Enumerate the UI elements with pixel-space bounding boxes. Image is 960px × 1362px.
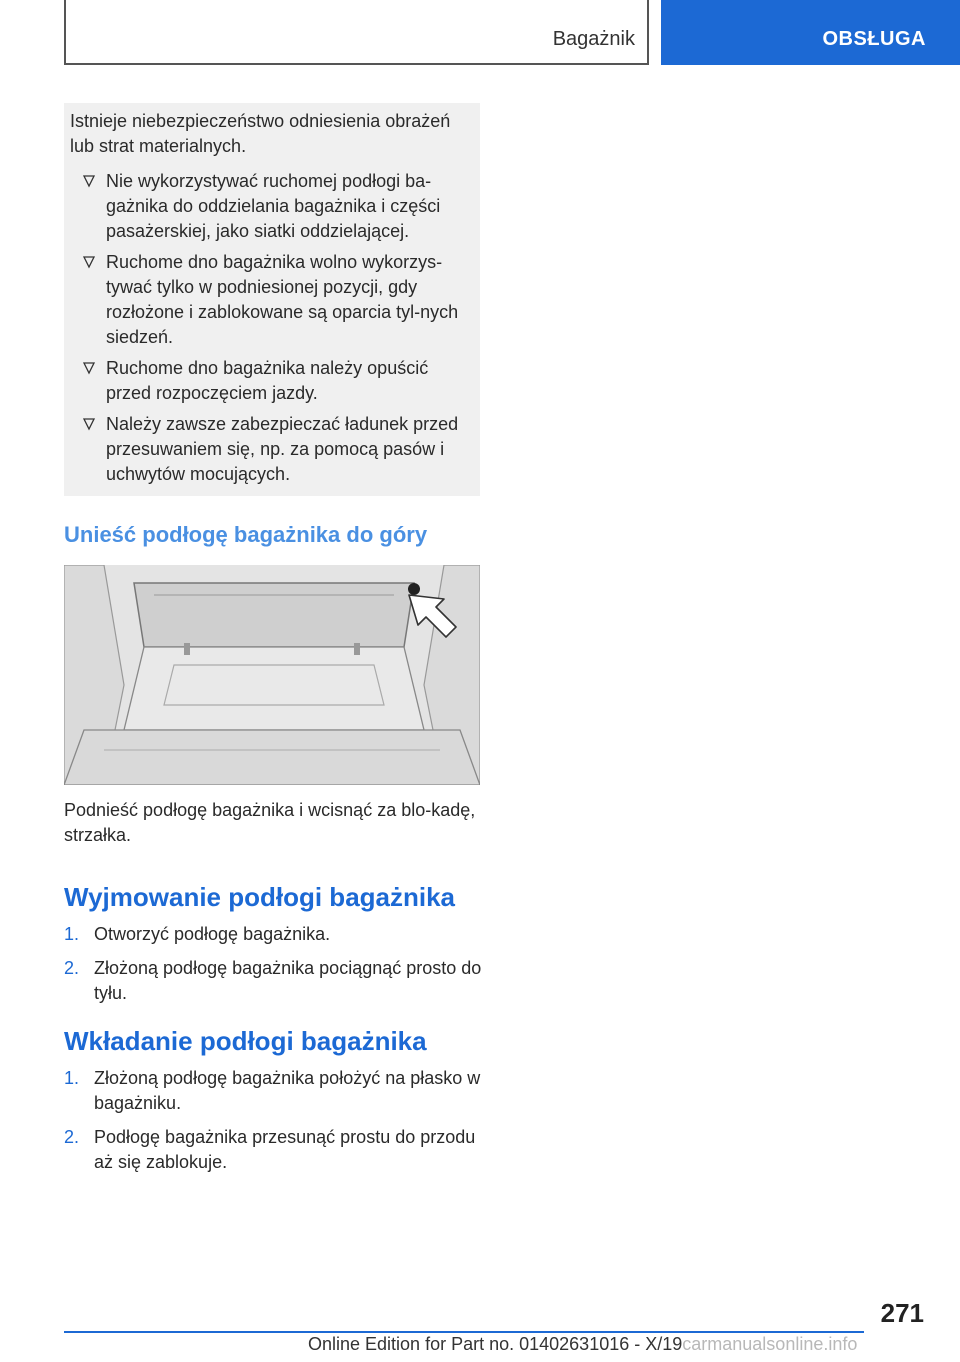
heading-insert-floor: Wkładanie podłogi bagażnika <box>64 1026 427 1056</box>
trunk-illustration <box>64 565 480 785</box>
list-item <box>64 1066 484 1116</box>
header-section-tab <box>661 0 960 65</box>
warning-item: Ruchome dno bagażnika należy opuścić przed rozpoczęciem jazdy. <box>70 356 472 406</box>
warning-item: Nie wykorzystywać ruchomej podłogi ba-gażnika do oddzielania bagażnika i części pasażerskiej, jako siatki oddzielającej. <box>70 169 472 244</box>
bullet-triangle-icon <box>82 417 96 431</box>
step-text: Złożoną podłogę bagażnika położyć na płasko w bagażniku. <box>94 1068 481 1113</box>
insert-floor-steps <box>64 1066 484 1184</box>
list-item <box>64 956 484 1006</box>
list-item <box>64 1125 484 1175</box>
step-number: 2. <box>64 958 80 978</box>
section-title: OBSŁUGA <box>822 28 926 50</box>
warning-box <box>64 103 480 496</box>
chapter-title: Bagażnik <box>552 28 635 50</box>
header-chapter-box <box>64 0 649 65</box>
heading-remove-floor: Wyjmowanie podłogi bagażnika <box>64 882 456 912</box>
warning-list <box>70 169 472 487</box>
watermark-text: carmanualsonline.info <box>682 1334 858 1354</box>
step-number: 1. <box>64 1068 80 1088</box>
step-text: Złożoną podłogę bagażnika pociągnąć prosto do tyłu. <box>94 958 482 1003</box>
step-text: Otworzyć podłogę bagażnika. <box>94 924 331 944</box>
bullet-triangle-icon <box>82 255 96 269</box>
trunk-floor-image <box>64 565 480 785</box>
footer-divider <box>64 1331 864 1333</box>
step-number: 2. <box>64 1127 80 1147</box>
list-item <box>64 922 484 947</box>
step-text: Podłogę bagażnika przesunąć prostu do przodu aż się zablokuje. <box>94 1127 476 1172</box>
edition-text: Online Edition for Part no. 01402631016 - X/19 <box>308 1334 683 1354</box>
raise-floor-caption: Podnieść podłogę bagażnika i wcisnąć za blo-kadę, strzałka. <box>64 800 476 845</box>
remove-floor-steps <box>64 922 484 1015</box>
warning-item: Należy zawsze zabezpieczać ładunek przed przesuwaniem się, np. za pomocą pasów i uchwytów mocujących. <box>70 412 472 487</box>
warning-item: Ruchome dno bagażnika wolno wykorzys-tywać tylko w podniesionej pozycji, gdy rozłożone i zablokowane są oparcia tyl-nych siedzeń. <box>70 250 472 350</box>
step-number: 1. <box>64 924 80 944</box>
page-number: 271 <box>880 1298 924 1328</box>
bullet-triangle-icon <box>82 174 96 188</box>
warning-intro: Istnieje niebezpieczeństwo odniesienia obrażeń lub strat materialnych. <box>70 111 451 156</box>
bullet-triangle-icon <box>82 361 96 375</box>
footer-edition <box>308 1334 857 1355</box>
heading-raise-floor: Unieść podłogę bagażnika do góry <box>64 522 428 547</box>
